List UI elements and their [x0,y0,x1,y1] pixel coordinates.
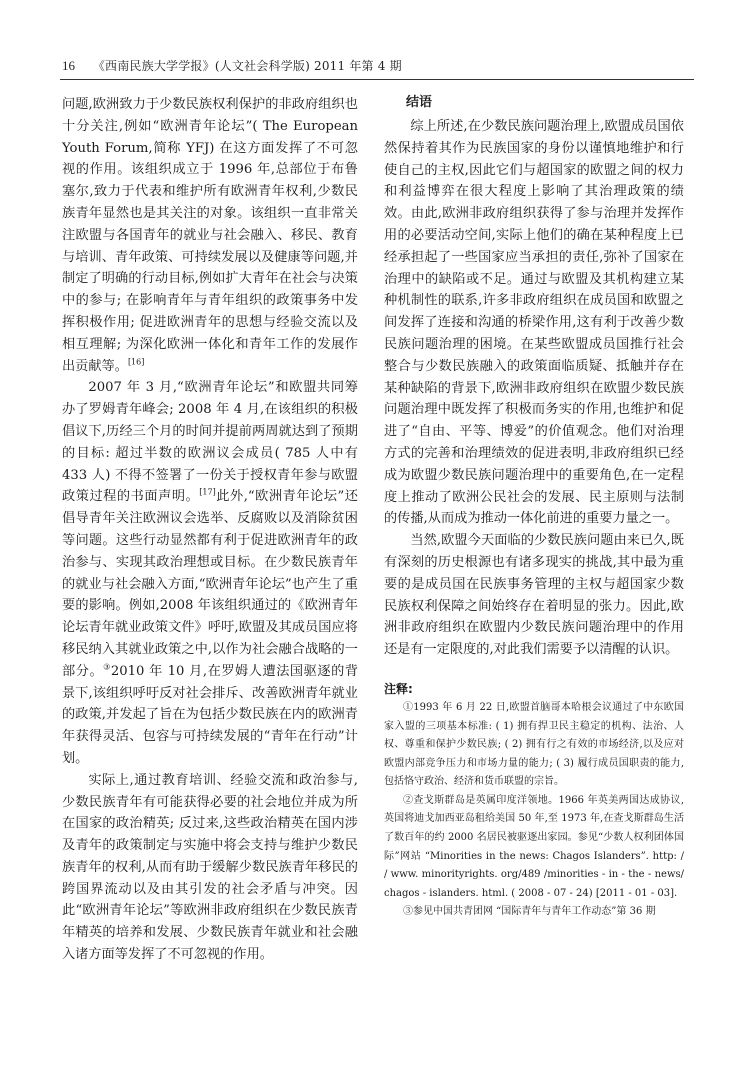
citation-16: [16] [127,357,145,367]
left-paragraph-2-text-b: 此外,“欧洲青年论坛”还倡导青年关注欧洲议会选举、反腐败以及消除贫困等问题。这些行动显然都有利于促进欧洲青年的政治参与、实现其政治理想或目标。在少数民族青年的就业与社会融入方面,“欧洲青年论坛”也产生了重要的影响。例如,2008 年该组织通过的《欧洲青年论坛青年就业政策文件》呼吁,欧盟及其成员国应将移民纳入其就业政策之中,以作为社会融合战略的一部分。 [62,489,358,679]
notes-title: 注释: [384,681,413,696]
right-paragraph-1: 综上所述,在少数民族问题治理上,欧盟成员国依然保持着其作为民族国家的身份以谨慎地维护和行使自己的主权,因此它们与超国家的欧盟之间的权力和利益博弈在很大程度上影响了其治理政策的绩效。由此,欧洲非政府组织获得了参与治理并发挥作用的必要活动空间,实际上他们的确在某种程度上已经承担起了一些国家应当承担的责任,弥补了国家在治理中的缺陷或不足。通过与欧盟及其机构建立某种机制性的联系,许多非政府组织在成员国和欧盟之间发挥了连接和沟通的桥梁作用,这有利于改善少数民族问题治理的困境。在某些欧盟成员国推行社会整合与少数民族融入的政策面临质疑、抵触并存在某种缺陷的背景下,欧洲非政府组织在欧盟少数民族问题治理中既发挥了积极而务实的作用,也维护和促进了“自由、平等、博爱”的价值观念。他们对治理方式的完善和治理绩效的促进表明,非政府组织已经成为欧盟少数民族问题治理中的重要角色,在一定程度上推动了欧洲公民社会的发展、民主原则与法制的传播,从而成为推动一体化前进的重要力量之一。 [384,119,684,527]
left-paragraph-1-text: 问题,欧洲致力于少数民族权利保护的非政府组织也十分关注,例如“欧洲青年论坛”( The European Youth Forum,简称 YFJ) 在这方面发挥了不可忽视的作用。该组织成立于 1996 年,总部位于布鲁塞尔,致力于代表和维护所有欧洲青年权利,少数民族青年显然也是其关注的对象。该组织一直非常关注欧盟与各国青年的就业与社会融入、移民、教育与培训、青年政策、可持续发展以及健康等问题,并制定了明确的行动目标,例如扩大青年在社会与决策中的参与; 在影响青年与青年组织的政策事务中发挥积极作用; 促进欧洲青年的思想与经验交流以及相互理解; 为深化欧洲一体化和青年工作的发展作出贡献等。 [62,97,358,374]
page-number: 16 [62,58,75,73]
note-marker-3: ③ [103,662,111,672]
notes-list [384,699,684,922]
left-paragraph-2 [62,377,358,769]
running-header [62,58,692,74]
citation-17: [17] [199,487,216,497]
left-paragraph-1 [62,94,358,377]
left-column [62,94,358,966]
left-paragraph-2-text-c: 2010 年 10 月,在罗姆人遭法国驱逐的背景下,该组织呼吁反对社会排斥、改善欧洲青年就业的政策,并发起了旨在为包括少数民族在内的欧洲青年获得灵活、包容与可持续发展的“青年在行动”计划。 [62,663,359,766]
header-rule [60,79,694,80]
left-paragraph-3: 实际上,通过教育培训、经验交流和政治参与,少数民族青年有可能获得必要的社会地位并成为所在国家的政治精英; 反过来,这些政治精英在国内涉及青年的政策制定与实施中将会支持与维护少数民族青年的权利,从而有助于缓解少数民族青年移民的跨国界流动以及由其引发的社会矛盾与冲突。因此“欧洲青年论坛”等欧洲非政府组织在少数民族青年精英的培养和发展、少数民族青年就业和社会融入诸方面等发挥了不可忽视的作用。 [62,772,358,963]
note-1: ①1993 年 6 月 22 日,欧盟首脑哥本哈根会议通过了中东欧国家入盟的三项基本标准: ( 1) 拥有捍卫民主稳定的机构、法治、人权、尊重和保护少数民族; ( 2) 拥有行之有效的市场经济,以及应对欧盟内部竞争压力和市场力量的能力; ( 3) 履行成员国职责的能力,包括恪守政治、经济和货币联盟的宗旨。 [384,701,684,788]
note-2: ②查戈斯群岛是英属印度洋领地。1966 年英美两国达成协议,英国将迪戈加西亚岛租给美国 50 年,至 1973 年,在查戈斯群岛生活了数百年的约 2000 名居民被驱逐出家园。参见“少数人权利团体国际”网站 “Minorities in the news: Chagos Islanders”. http: / / www. minorityrights. org/489 /minorities - in - the - news/ chagos - islanders. html. ( 2008 - 07 - 24) [2011 - 01 - 03]. [384,794,684,899]
right-paragraph-2: 当然,欧盟今天面临的少数民族问题由来已久,既有深刻的历史根源也有诸多现实的挑战,其中最为重要的是成员国在民族事务管理的主权与超国家少数民族权利保障之间始终存在着明显的张力。因此,欧洲非政府组织在欧盟内少数民族问题治理中的作用还是有一定限度的,对此我们需要予以清醒的认识。 [384,533,684,658]
right-column [384,94,684,922]
section-title-conclusion: 结语 [406,95,433,110]
note-3: ③参见中国共青团网 “国际青年与青年工作动态”第 36 期 [403,906,656,918]
left-paragraph-2-text-a: 2007 年 3 月,“欧洲青年论坛”和欧盟共同筹办了罗姆青年峰会; 2008 年 4 月,在该组织的积极倡议下,历经三个月的时间并提前两周就达到了预期的目标: 超过半数的欧洲议会成员( 785 人中有 433 人) 不得不签署了一份关于授权青年参与欧盟政策过程的书面声明。 [62,380,358,505]
journal-title: 《西南民族大学学报》(人文社会科学版) 2011 年第 4 期 [92,59,402,73]
